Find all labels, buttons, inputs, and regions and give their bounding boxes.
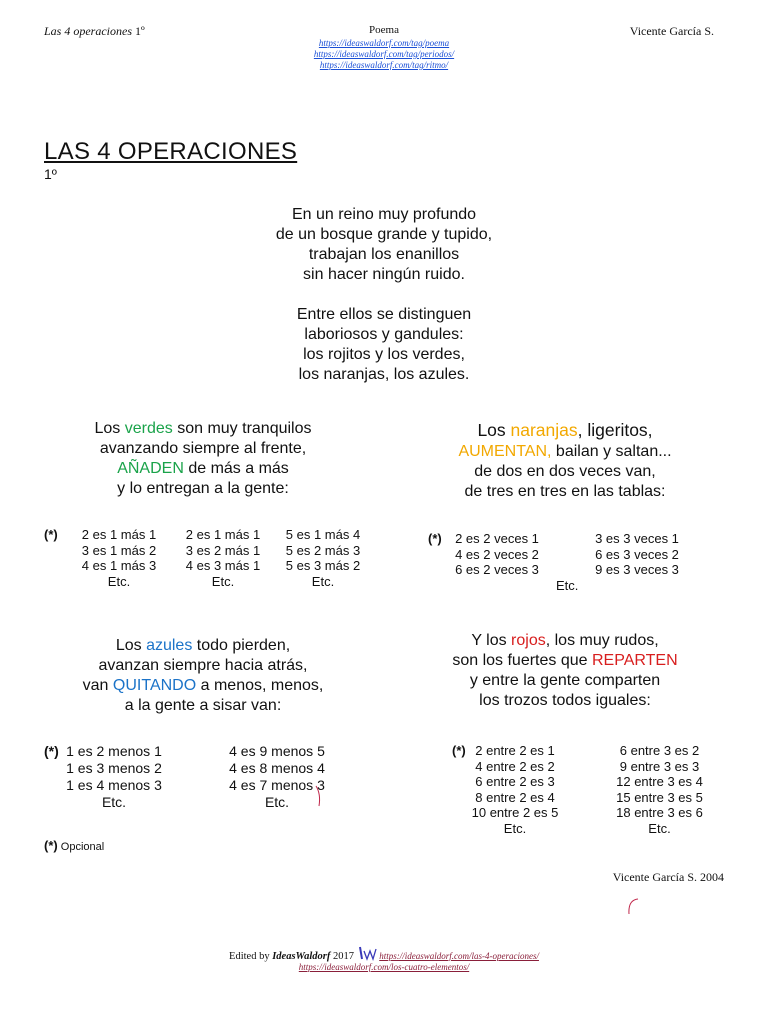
table-cell: 2 es 2 veces 1 bbox=[455, 531, 539, 546]
verdes-line-4: y lo entregan a la gente: bbox=[117, 480, 289, 497]
intro-line: trabajan los enanillos bbox=[308, 246, 460, 263]
optional-marker: (*) bbox=[452, 743, 466, 758]
intro-line: sin hacer ningún ruido. bbox=[303, 266, 465, 283]
intro-stanza-2 bbox=[184, 305, 584, 385]
azules-line-1: Los azules todo pierden, bbox=[115, 637, 291, 654]
naranjas-line-4: de tres en tres en las tablas: bbox=[464, 483, 666, 500]
verdes-line-3: AÑADEN de más a más bbox=[117, 460, 289, 477]
footer-link-operaciones[interactable]: https://ideaswaldorf.com/las-4-operaciones/ bbox=[379, 951, 539, 961]
table-cell: 1 es 3 menos 2 bbox=[66, 760, 162, 776]
table-cell: 5 es 2 más 3 bbox=[285, 542, 361, 558]
table-cell: 2 es 1 más 1 bbox=[81, 527, 157, 542]
naranjas-line-3: de dos en dos veces van, bbox=[474, 463, 656, 480]
rojos-word: rojos bbox=[511, 632, 546, 649]
table-cell: Etc. bbox=[503, 820, 527, 836]
rojos-line-3: y entre la gente comparten bbox=[469, 672, 661, 689]
verdes-line-1: Los verdes son muy tranquilos bbox=[94, 420, 312, 437]
intro-line: Entre ellos se distinguen bbox=[296, 306, 472, 323]
div-column-1 bbox=[460, 743, 570, 836]
footer-year: 2017 bbox=[332, 951, 354, 962]
quitando-word: QUITANDO bbox=[112, 677, 197, 694]
header-link-ritmo[interactable]: https://ideaswaldorf.com/tag/ritmo/ bbox=[319, 60, 449, 70]
table-cell: Etc. bbox=[648, 820, 671, 836]
pen-mark-icon bbox=[312, 784, 326, 808]
page-title: LAS 4 OPERACIONES bbox=[44, 138, 298, 165]
naranjas-stanza-rest bbox=[400, 442, 730, 502]
optional-marker: (*) bbox=[44, 743, 59, 759]
naranjas-line-1: Los naranjas, ligeritos, bbox=[477, 420, 653, 440]
intro-line: los rojitos y los verdes, bbox=[303, 346, 465, 363]
table-cell: 6 es 3 veces 2 bbox=[595, 546, 679, 562]
optional-marker: (*) bbox=[428, 531, 442, 546]
optional-marker: (*) bbox=[44, 527, 58, 542]
table-cell: 3 es 1 más 2 bbox=[81, 542, 157, 558]
table-cell: Etc. bbox=[107, 573, 131, 589]
footer-line-2 bbox=[0, 962, 768, 973]
mult-column-2 bbox=[578, 531, 696, 578]
naranjas-stanza bbox=[400, 420, 730, 441]
div-column-2 bbox=[602, 743, 717, 836]
header-link-poema[interactable]: https://ideaswaldorf.com/tag/poema bbox=[318, 38, 450, 48]
table-cell: 6 entre 3 es 2 bbox=[619, 743, 700, 758]
table-cell: 4 es 8 menos 4 bbox=[229, 760, 325, 776]
table-cell: 9 entre 3 es 3 bbox=[619, 758, 700, 774]
table-cell: 4 es 1 más 3 bbox=[81, 558, 157, 573]
azules-line-3: van QUITANDO a menos, menos, bbox=[82, 677, 324, 694]
table-cell: 5 es 1 más 4 bbox=[285, 527, 361, 542]
rojos-line-2: son los fuertes que REPARTEN bbox=[452, 652, 678, 669]
table-cell: 1 es 2 menos 1 bbox=[66, 743, 162, 759]
table-cell: 8 entre 2 es 4 bbox=[475, 789, 555, 805]
header-center bbox=[234, 24, 534, 71]
table-cell: 3 es 2 más 1 bbox=[185, 542, 261, 558]
table-cell: 6 entre 2 es 3 bbox=[475, 774, 555, 789]
header-grade: 1º bbox=[135, 24, 145, 38]
ideaswaldorf-logo-icon bbox=[357, 945, 377, 961]
verdes-line-2: avanzando siempre al frente, bbox=[99, 440, 307, 457]
header-author: Vicente García S. bbox=[629, 24, 714, 38]
sum-table bbox=[44, 527, 384, 597]
optional-note bbox=[44, 838, 104, 853]
footer-line-1: Edited by IdeasWaldorf 2017 https://ideaswaldorf.com/las-4-operaciones/ bbox=[0, 945, 768, 962]
table-cell: 4 entre 2 es 2 bbox=[475, 758, 555, 774]
table-cell: Etc. bbox=[101, 794, 127, 810]
subtraction-table bbox=[44, 743, 344, 813]
anaden-word: AÑADEN bbox=[117, 460, 184, 477]
table-cell: Etc. bbox=[211, 573, 235, 589]
intro-stanza-1 bbox=[184, 205, 584, 285]
mult-column-1 bbox=[444, 531, 550, 578]
table-cell: 4 es 7 menos 3 bbox=[229, 777, 325, 793]
rojos-line-4: los trozos todos iguales: bbox=[479, 692, 651, 709]
table-cell: 2 entre 2 es 1 bbox=[475, 743, 555, 758]
header-doc-title: Las 4 operaciones bbox=[44, 24, 132, 38]
optional-note-text: Opcional bbox=[60, 841, 105, 853]
table-cell: 18 entre 3 es 6 bbox=[616, 805, 703, 820]
azules-line-4: a la gente a sisar van: bbox=[124, 697, 282, 714]
table-cell: 4 es 3 más 1 bbox=[185, 558, 261, 573]
intro-line: laboriosos y gandules: bbox=[304, 326, 464, 343]
header-center-title: Poema bbox=[369, 24, 399, 36]
table-cell: 4 es 9 menos 5 bbox=[229, 743, 325, 759]
intro-line: los naranjas, los azules. bbox=[298, 366, 470, 383]
table-cell: 3 es 3 veces 1 bbox=[595, 531, 679, 546]
division-table bbox=[452, 743, 722, 838]
sum-column-2 bbox=[178, 527, 268, 589]
footer-link-elementos[interactable]: https://ideaswaldorf.com/los-cuatro-elementos/ bbox=[298, 962, 470, 972]
azules-stanza bbox=[44, 636, 362, 716]
intro-line: de un bosque grande y tupido, bbox=[275, 226, 493, 243]
reparten-word: REPARTEN bbox=[591, 652, 678, 669]
table-cell: Etc. bbox=[311, 573, 335, 589]
signature: Vicente García S. 2004 bbox=[612, 870, 724, 884]
table-cell: 2 es 1 más 1 bbox=[185, 527, 261, 542]
mult-etc: Etc. bbox=[556, 578, 579, 593]
sum-column-3 bbox=[278, 527, 368, 589]
table-cell: 5 es 3 más 2 bbox=[285, 558, 361, 573]
table-cell: 6 es 2 veces 3 bbox=[455, 562, 539, 577]
header-left bbox=[44, 24, 145, 39]
azules-word: azules bbox=[146, 637, 193, 654]
pen-mark-icon bbox=[624, 896, 642, 918]
verdes-word: verdes bbox=[124, 420, 173, 437]
sub-column-1 bbox=[58, 743, 170, 811]
table-cell: 9 es 3 veces 3 bbox=[595, 562, 679, 577]
intro-line: En un reino muy profundo bbox=[291, 206, 477, 223]
verdes-stanza bbox=[44, 419, 362, 499]
header-link-periodos[interactable]: https://ideaswaldorf.com/tag/periodos/ bbox=[313, 49, 455, 59]
rojos-stanza bbox=[400, 631, 730, 711]
table-cell: 4 es 2 veces 2 bbox=[455, 546, 539, 562]
azules-line-2: avanzan siempre hacia atrás, bbox=[98, 657, 308, 674]
naranjas-line-2: AUMENTAN, bailan y saltan... bbox=[458, 443, 672, 460]
page-grade: 1º bbox=[44, 166, 57, 182]
table-cell: 1 es 4 menos 3 bbox=[66, 777, 162, 793]
aumentan-word: AUMENTAN, bbox=[458, 443, 552, 460]
table-cell: 10 entre 2 es 5 bbox=[471, 805, 559, 820]
table-cell: 15 entre 3 es 5 bbox=[616, 789, 703, 805]
footer bbox=[0, 945, 768, 973]
table-cell: 12 entre 3 es 4 bbox=[616, 774, 703, 789]
sum-column-1 bbox=[64, 527, 174, 589]
footer-brand: IdeasWaldorf bbox=[272, 951, 331, 962]
optional-marker: (*) bbox=[44, 838, 58, 853]
naranjas-word: naranjas bbox=[510, 420, 578, 440]
multiplication-table bbox=[428, 531, 698, 596]
table-cell: Etc. bbox=[264, 794, 290, 810]
rojos-line-1: Y los rojos, los muy rudos, bbox=[471, 632, 659, 649]
